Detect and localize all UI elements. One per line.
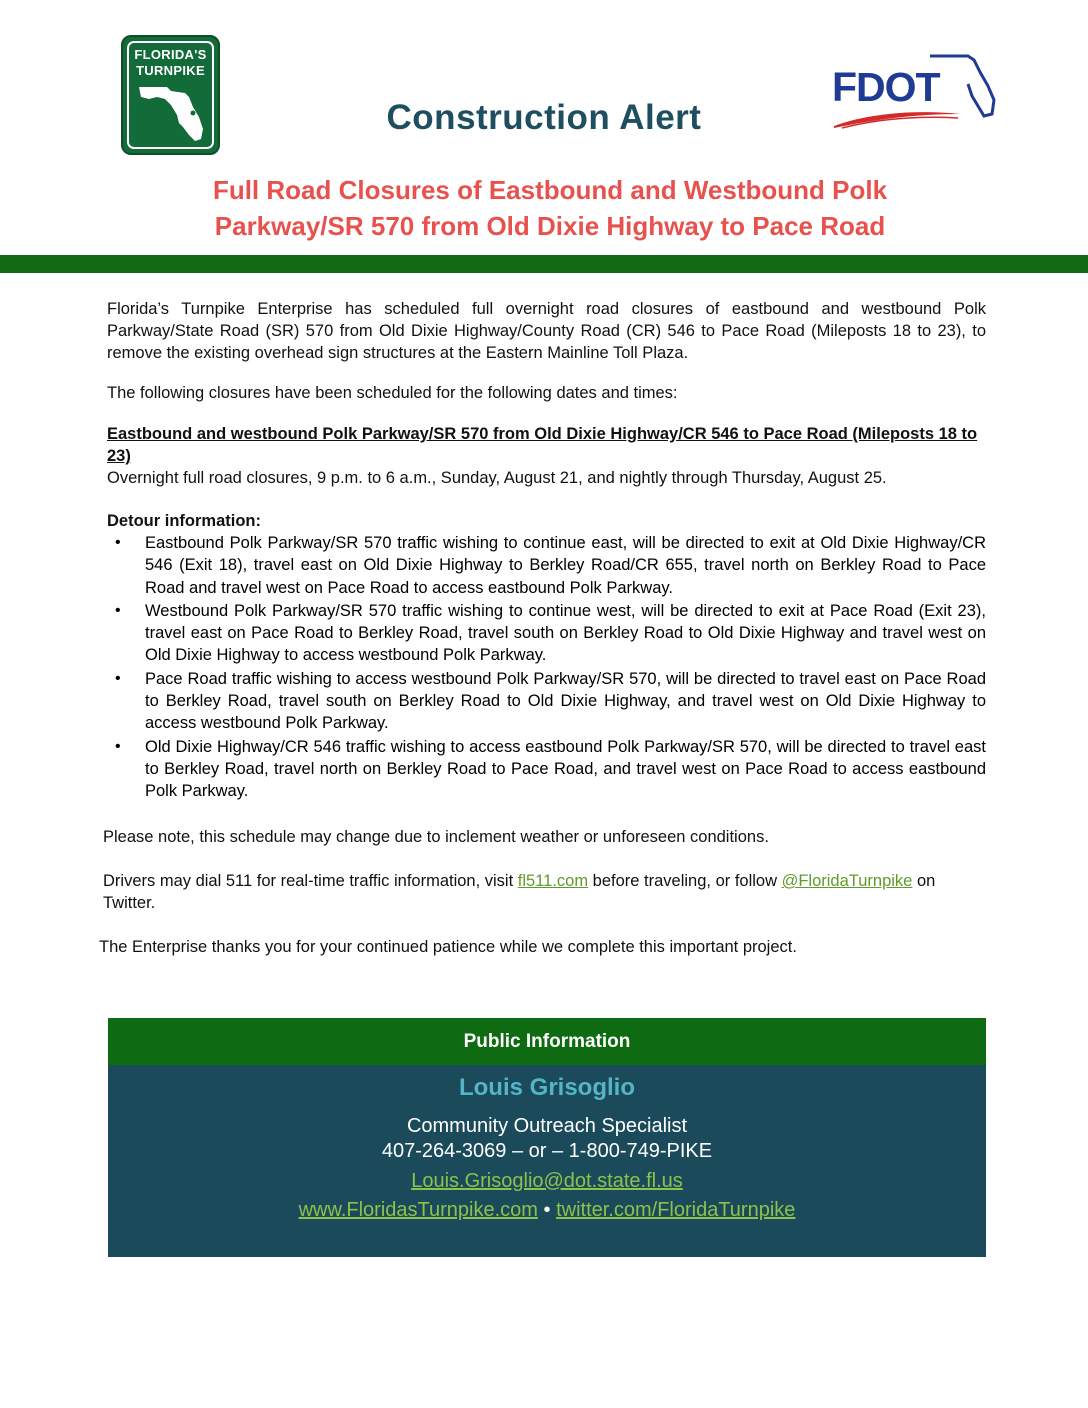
- intro-paragraph: Florida’s Turnpike Enterprise has scheduled full overnight road closures of eastbound and westbound Polk Parkway/State Road (SR) 570 from Old Dixie Highway/County Road (CR) 546 to Pace Road (Mileposts 18 to 23), to remove the existing overhead sign structures at the Eastern Mainline Toll Plaza.: [107, 300, 986, 362]
- drivers-text-after: on Twitter.: [103, 872, 936, 912]
- closure-block: [107, 423, 986, 489]
- bullet-icon: •: [115, 669, 121, 687]
- drivers-paragraph: [103, 870, 986, 914]
- header-divider: [0, 255, 1088, 273]
- schedule-intro: The following closures have been scheduled for the following dates and times:: [107, 384, 678, 402]
- twitter-link[interactable]: twitter.com/FloridaTurnpike: [556, 1199, 796, 1221]
- list-item: [107, 532, 986, 599]
- fl511-link[interactable]: fl511.com: [517, 872, 589, 890]
- twitter-handle-link[interactable]: @FloridaTurnpike: [781, 872, 913, 890]
- detour-item-text: Pace Road traffic wishing to access westbound Polk Parkway/SR 570, will be directed to travel east on Pace Road to Berkley Road, travel south on Berkley Road to Old Dixie Highway, and travel west on Old Dixie Highway to access westbound Polk Parkway.: [145, 669, 986, 733]
- contact-phone: 407-264-3069 – or – 1-800-749-PIKE: [381, 1140, 713, 1162]
- turnpike-logo-line2: TURNPIKE: [136, 63, 205, 78]
- detour-item-text: Eastbound Polk Parkway/SR 570 traffic wishing to continue east, will be directed to exit at Old Dixie Highway/CR 546 (Exit 18), travel east on Old Dixie Highway to Berkley Road/CR 655, travel north on Berkley Road to Pace Road and travel west on Pace Road to access eastbound Polk Parkway.: [145, 534, 986, 597]
- drivers-text-before: Drivers may dial 511 for real-time traffic information, visit: [103, 872, 518, 890]
- contact-role: Community Outreach Specialist: [406, 1115, 688, 1137]
- contact-links: [108, 1199, 986, 1222]
- drivers-text-middle: before traveling, or follow: [588, 872, 782, 890]
- schedule-note: Please note, this schedule may change due to inclement weather or unforeseen conditions.: [103, 828, 769, 846]
- contact-name: Louis Grisoglio: [458, 1074, 635, 1101]
- thanks-paragraph: The Enterprise thanks you for your continued patience while we complete this important project.: [99, 938, 797, 956]
- detour-item-text: Westbound Polk Parkway/SR 570 traffic wishing to continue west, will be directed to exit at Pace Road (Exit 23), travel east on Pace Road to Berkley Road, travel south on Berkley Road to Old Dixie Highway and travel west on Old Dixie Highway to access westbound Polk Parkway.: [145, 601, 986, 665]
- contact-email-link[interactable]: Louis.Grisoglio@dot.state.fl.us: [411, 1170, 683, 1192]
- list-item: [107, 668, 986, 735]
- link-separator: •: [543, 1199, 551, 1221]
- fdot-wordmark: FDOT: [832, 64, 940, 110]
- closure-details: Overnight full road closures, 9 p.m. to 6 a.m., Sunday, August 21, and nightly through Thursday, August 25.: [107, 469, 887, 487]
- bullet-icon: •: [115, 601, 121, 619]
- list-item: [107, 600, 986, 667]
- headline: Full Road Closures of Eastbound and Westbound Polk Parkway/SR 570 from Old Dixie Highway to Pace Road: [212, 175, 888, 241]
- turnpike-logo-line1: FLORIDA'S: [134, 47, 207, 62]
- closure-heading: Eastbound and westbound Polk Parkway/SR 570 from Old Dixie Highway/CR 546 to Pace Road (Mileposts 18 to 23): [107, 425, 978, 465]
- contact-header: Public Information: [108, 1018, 986, 1065]
- page-title: Construction Alert: [386, 98, 702, 137]
- list-item: [107, 736, 986, 803]
- contact-panel: [108, 1065, 986, 1257]
- detour-list: [107, 532, 986, 804]
- bullet-icon: •: [115, 534, 121, 551]
- detour-item-text: Old Dixie Highway/CR 546 traffic wishing to access eastbound Polk Parkway/SR 570, will be directed to travel east to Berkley Road, travel north on Berkley Road to Pace Road, and travel west on Pace Road to access eastbound Polk Parkway.: [145, 737, 986, 801]
- bullet-icon: •: [115, 737, 121, 755]
- website-link[interactable]: www.FloridasTurnpike.com: [298, 1199, 538, 1221]
- detour-heading: Detour information:: [107, 512, 261, 530]
